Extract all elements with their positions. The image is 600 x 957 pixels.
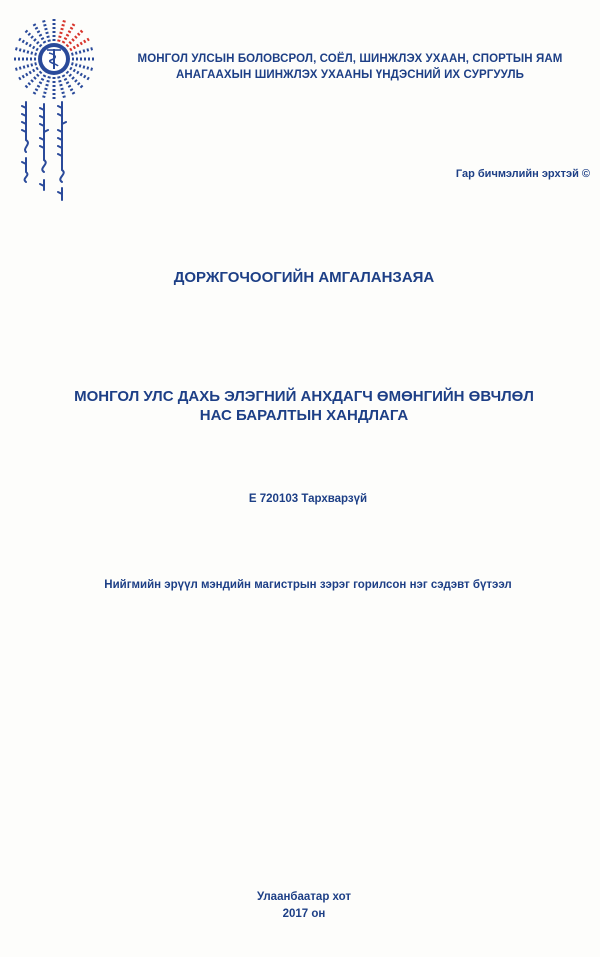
mongolian-script-icon <box>14 100 76 210</box>
copyright-notice: Гар бичмэлийн эрхтэй © <box>455 168 590 180</box>
year: 2017 он <box>282 908 326 920</box>
institution-header <box>110 51 590 83</box>
university-name: АНАГААХЫН ШИНЖЛЭХ УХААНЫ ҮНДЭСНИЙ ИХ СУРГУУЛЬ <box>175 69 525 81</box>
author-name: ДОРЖГОЧООГИЙН АМГАЛАНЗАЯА <box>173 269 435 286</box>
ministry-name: МОНГОЛ УЛСЫН БОЛОВСРОЛ, СОЁЛ, ШИНЖЛЭХ УХААН, СПОРТЫН ЯАМ <box>137 53 563 65</box>
city: Улаанбаатар хот <box>256 891 352 903</box>
place-and-year <box>0 889 600 923</box>
thesis-title <box>0 387 600 425</box>
thesis-title-line2: НАС БАРАЛТЫН ХАНДЛАГА <box>199 407 409 424</box>
degree-statement: Нийгмийн эрүүл мэндийн магистрын зэрэг горилсон нэг сэдэвт бүтээл <box>104 579 512 591</box>
program-code: Е 720103 Тархварзүй <box>248 493 368 505</box>
university-logo-icon <box>11 16 97 102</box>
thesis-title-line1: МОНГОЛ УЛС ДАХЬ ЭЛЭГНИЙ АНХДАГЧ ӨМӨНГИЙН ӨВЧЛӨЛ <box>74 388 534 405</box>
